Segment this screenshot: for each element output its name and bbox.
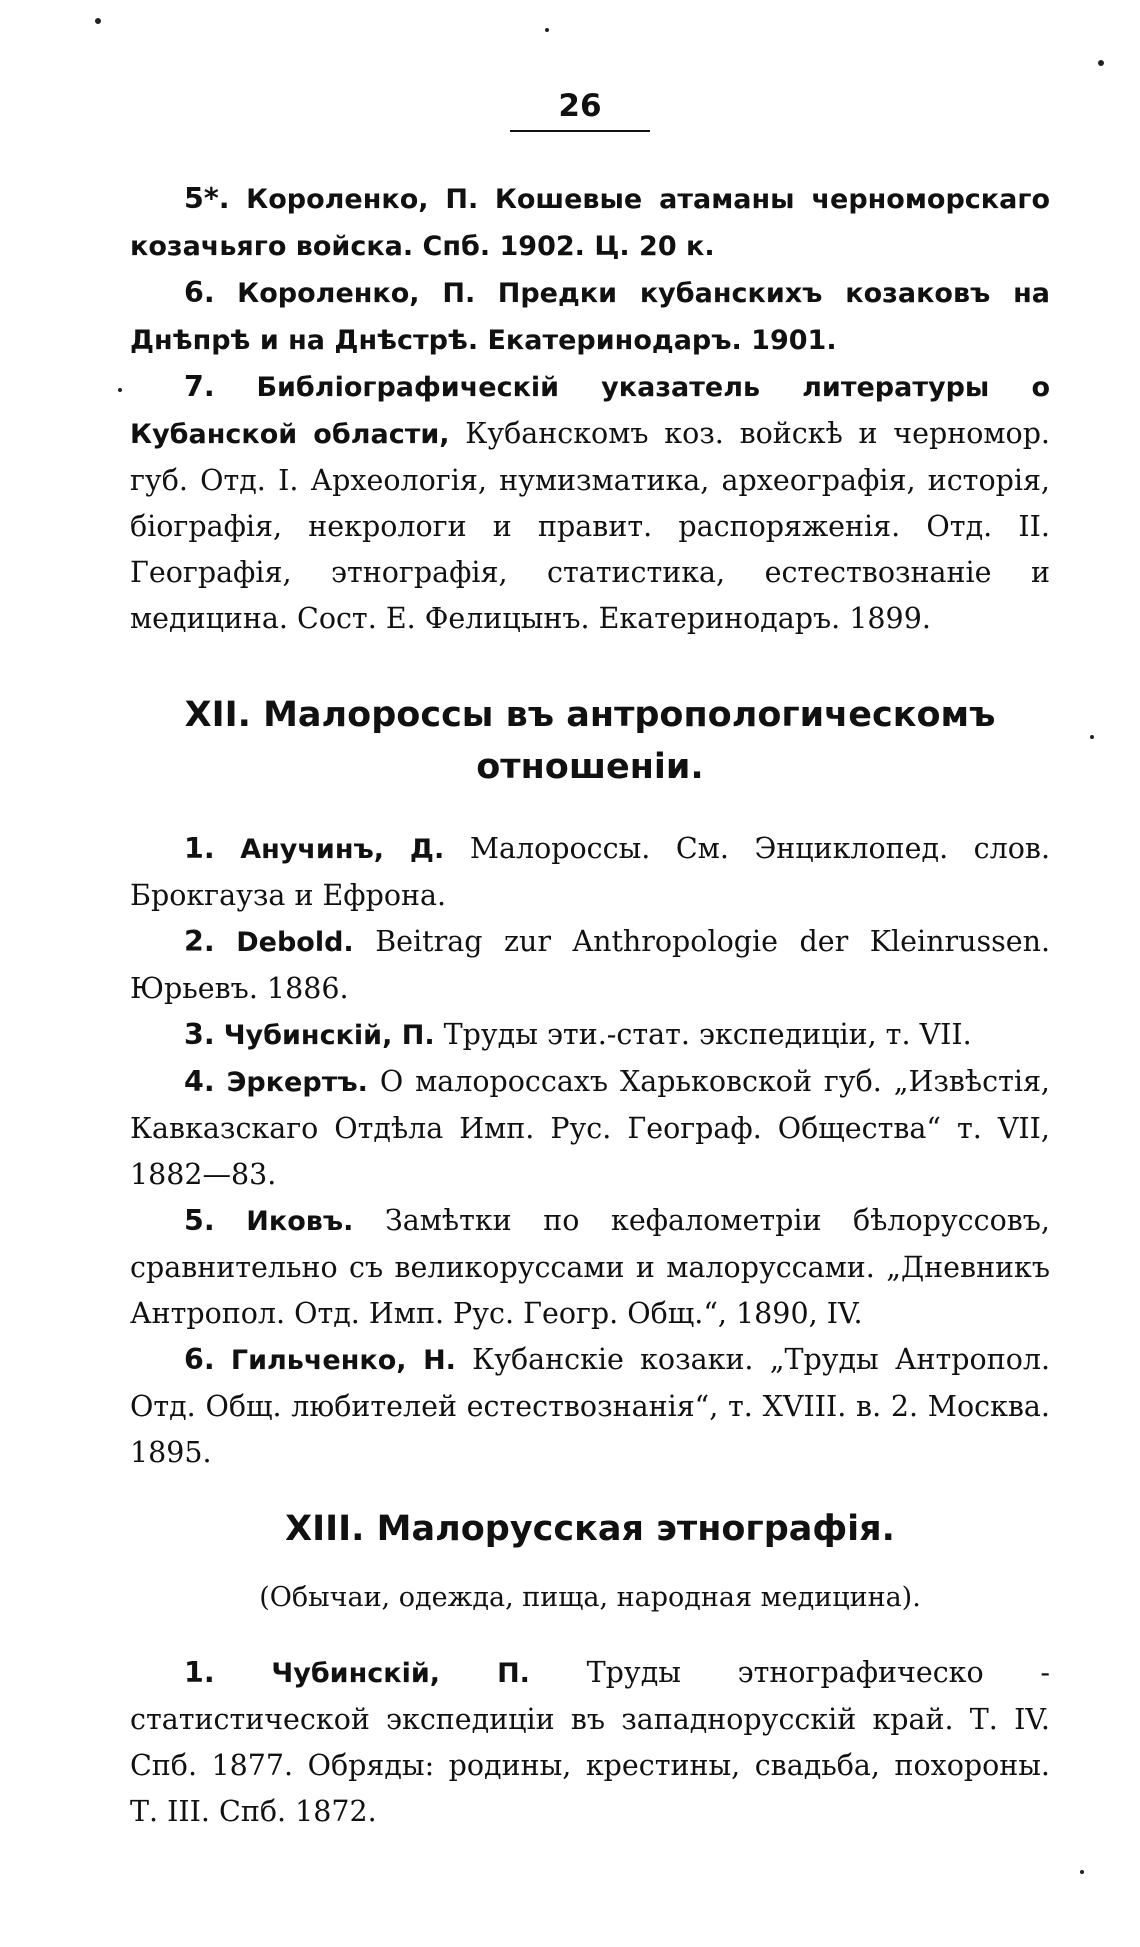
scan-speck <box>1080 1870 1084 1874</box>
bibliography-entry <box>130 1650 1050 1835</box>
bibliography-entry <box>130 826 1050 919</box>
entry-number: 4. <box>184 1065 215 1098</box>
scan-speck <box>1098 60 1104 66</box>
entry-text: О малороссахъ Харьковской губ. „Извѣстія, Кавказскаго Отдѣла Имп. Рус. Географ. Общества“ т. VII, 1882—83. <box>130 1065 1050 1191</box>
entry-number: 6. <box>184 1343 215 1376</box>
page-number: 26 <box>558 88 602 124</box>
entry-text: Предки кубанскихъ козаковъ на Днѣпрѣ и на Днѣстрѣ. Екатеринодаръ. 1901. <box>130 278 1051 356</box>
section-13-subtitle: (Обычаи, одежда, пища, народная медицина). <box>259 1582 921 1613</box>
entry-text: Beitrag zur Anthropologie der Kleinrussen. Юрьевъ. 1886. <box>130 925 1051 1005</box>
entry-text: Кошевые атаманы черноморскаго козачьяго войска. Спб. 1902. Ц. 20 к. <box>130 184 1051 262</box>
page-number-rule <box>510 130 650 132</box>
scan-speck <box>118 388 122 392</box>
entry-author: Чубинскій, П. <box>271 1658 530 1689</box>
scan-speck <box>545 28 549 32</box>
section-11-entries <box>130 176 1050 642</box>
entry-author: Библіографическій указатель литературы о Кубанской области, <box>130 372 1050 450</box>
bibliography-entry <box>130 1059 1050 1198</box>
entry-text: Замѣтки по кефалометріи бѣлоруссовъ, сравнительно съ великоруссами и малоруссами. „Дневникъ Антропол. Отд. Имп. Рус. Геогр. Общ.“, 1890, IV. <box>130 1204 1050 1330</box>
entry-number: 5. <box>184 1204 215 1237</box>
entry-number: 3. <box>184 1018 215 1051</box>
scan-speck <box>1090 735 1094 739</box>
entry-text: Малороссы. См. Энциклопед. слов. Брокгауза и Ефрона. <box>130 832 1051 912</box>
entry-number: 6. <box>184 276 215 309</box>
entry-number: 1. <box>184 832 215 865</box>
entry-text: Кубанскіе козаки. „Труды Антропол. Отд. Общ. любителей естествознанія“, т. XVIII. в. 2. Москва. 1895. <box>130 1343 1051 1469</box>
entry-author: Анучинъ, Д. <box>240 834 445 865</box>
section-13-title: XIII. Малорусская этнографія. <box>285 1509 895 1549</box>
entry-author: Чубинскій, П. <box>223 1020 435 1051</box>
entry-author: Иковъ. <box>246 1206 354 1237</box>
section-12-title-line2: отношеніи. <box>476 747 704 787</box>
entry-author: Короленко, П. <box>246 184 479 215</box>
entry-text: Кубанскомъ коз. войскѣ и черномор. губ. Отд. I. Археологія, нумизматика, археографія, исторія, біографія, некрологи и правит. распоряженія. Отд. II. Географія, этнографія, статистика, естествознаніе и медицина. Сост. Е. Фелицынъ. Екатеринодаръ. 1899. <box>130 417 1050 635</box>
section-12-title-line1: XII. Малороссы въ антропологическомъ <box>184 695 996 735</box>
entry-author: Debold. <box>236 927 354 958</box>
bibliography-entry <box>130 270 1050 364</box>
bibliography-entry <box>130 1198 1050 1337</box>
entry-number: 5*. <box>184 182 230 215</box>
bibliography-entry <box>130 1012 1050 1059</box>
section-13-entries <box>130 1650 1050 1835</box>
bibliography-entry <box>130 364 1050 642</box>
bibliography-entry <box>130 1337 1050 1476</box>
entry-author: Гильченко, Н. <box>230 1345 456 1376</box>
entry-text: Труды эти.-стат. экспедиціи, т. VII. <box>443 1018 972 1051</box>
section-12-entries <box>130 826 1050 1476</box>
entry-author: Эркертъ. <box>226 1067 368 1098</box>
entry-number: 2. <box>184 925 215 958</box>
entry-author: Короленко, П. <box>237 278 476 309</box>
entry-number: 1. <box>184 1656 215 1689</box>
scan-speck <box>95 18 101 24</box>
bibliography-entry <box>130 919 1050 1012</box>
bibliography-entry <box>130 176 1050 270</box>
entry-text: Труды этнографическо - статистической экспедиціи въ западнорусскій край. Т. IV. Спб. 1877. Обряды: родины, крестины, свадьба, похороны. Т. III. Спб. 1872. <box>130 1656 1051 1828</box>
entry-number: 7. <box>184 370 215 403</box>
